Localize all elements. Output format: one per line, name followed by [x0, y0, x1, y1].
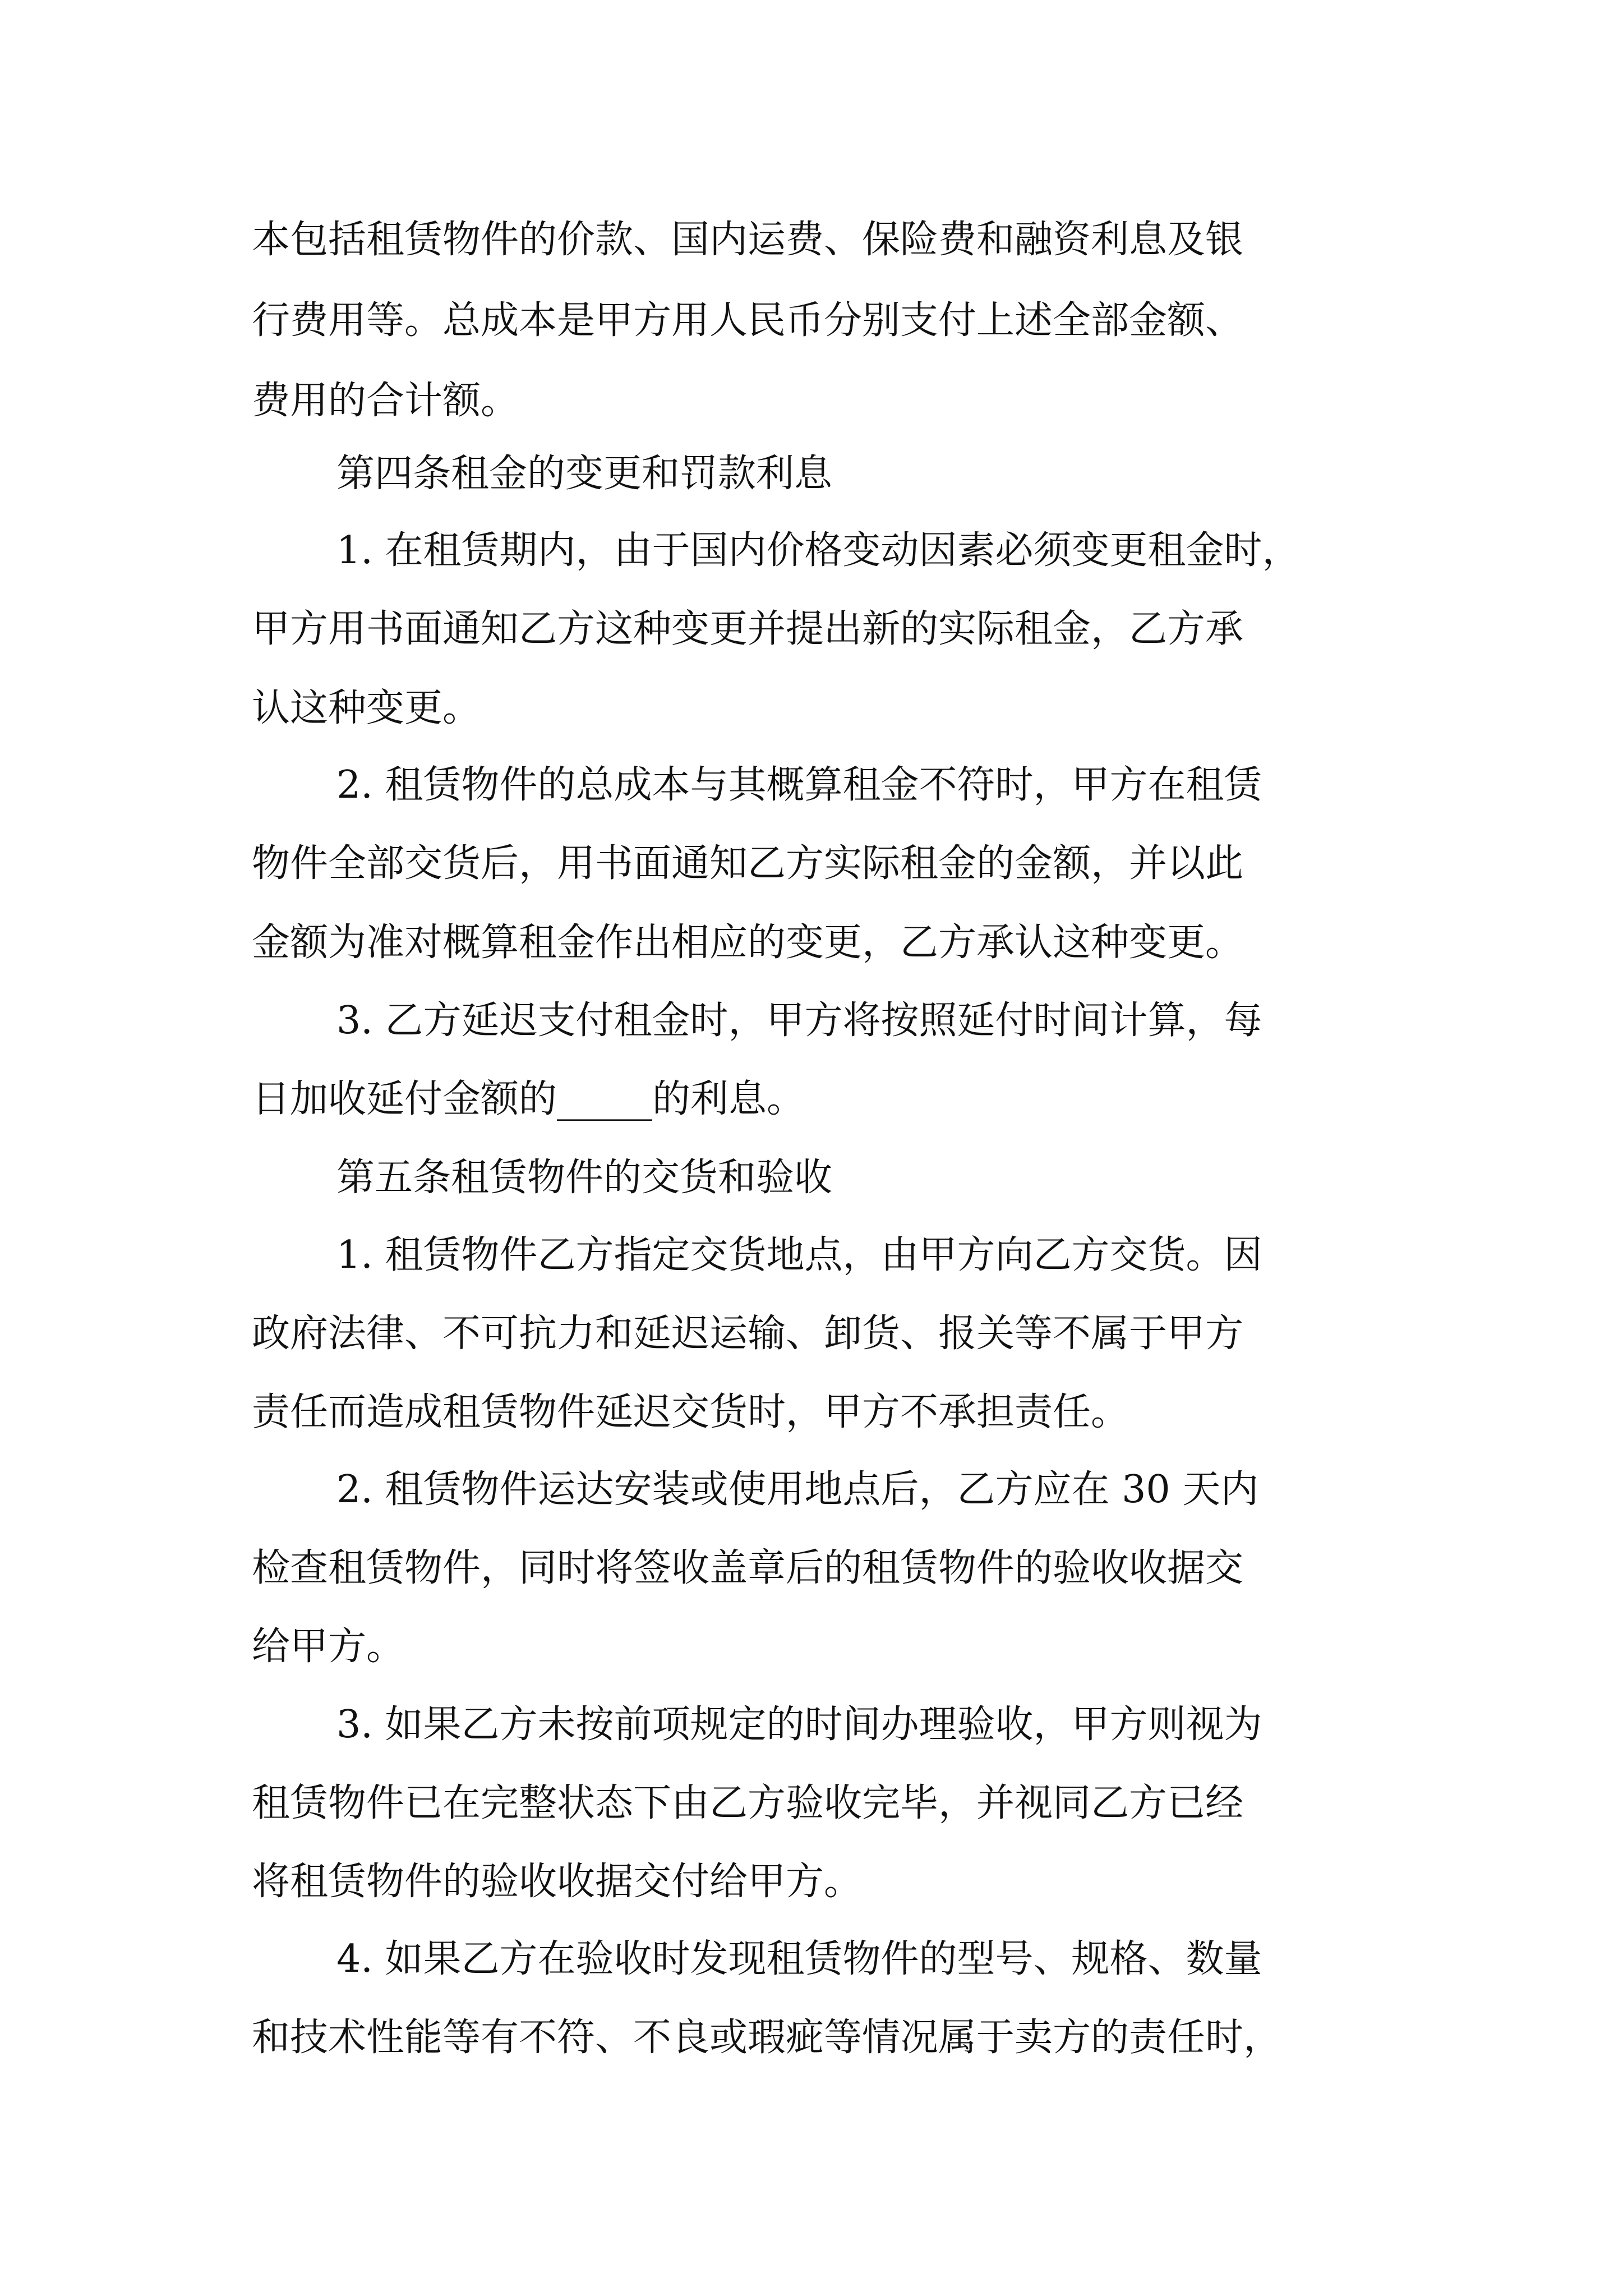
text-line: 4. 如果乙方在验收时发现租赁物件的型号、规格、数量 [336, 1937, 1262, 1981]
text-line: 3. 乙方延迟支付租金时，甲方将按照延付时间计算，每 [336, 999, 1262, 1043]
text-line: 行费用等。总成本是甲方用人民币分别支付上述全部金额、 [252, 298, 1244, 343]
text-line: 金额为准对概算租金作出相应的变更，乙方承认这种变更。 [252, 921, 1244, 965]
text-line: 责任而造成租赁物件延迟交货时，甲方不承担责任。 [252, 1390, 1129, 1434]
article-heading: 第五条租赁物件的交货和验收 [336, 1156, 833, 1200]
text-line: 本包括租赁物件的价款、国内运费、保险费和融资利息及银 [252, 218, 1244, 262]
text-line: 2. 租赁物件的总成本与其概算租金不符时，甲方在租赁 [336, 763, 1262, 807]
text-line: 1. 租赁物件乙方指定交货地点，由甲方向乙方交货。因 [336, 1233, 1262, 1277]
text-line: 费用的合计额。 [252, 379, 519, 423]
text-line: 1. 在租赁期内，由于国内价格变动因素必须变更租金时， [336, 528, 1301, 573]
text-line: 政府法律、不可抗力和延迟运输、卸货、报关等不属于甲方 [252, 1312, 1244, 1356]
text-line: 检查租赁物件，同时将签收盖章后的租赁物件的验收收据交 [252, 1546, 1244, 1590]
text-line: 日加收延付金额的_____的利息。 [252, 1077, 805, 1121]
text-line: 3. 如果乙方未按前项规定的时间办理验收，甲方则视为 [336, 1703, 1262, 1747]
text-line: 和技术性能等有不符、不良或瑕疵等情况属于卖方的责任时， [252, 2016, 1282, 2060]
text-line: 认这种变更。 [252, 686, 481, 730]
text-line: 2. 租赁物件运达安装或使用地点后，乙方应在 30 天内 [336, 1467, 1259, 1512]
text-line: 给甲方。 [252, 1625, 405, 1669]
article-heading: 第四条租金的变更和罚款利息 [336, 452, 833, 496]
text-line: 甲方用书面通知乙方这种变更并提出新的实际租金，乙方承 [252, 607, 1244, 651]
text-line: 租赁物件已在完整状态下由乙方验收完毕，并视同乙方已经 [252, 1781, 1244, 1825]
text-line: 物件全部交货后，用书面通知乙方实际租金的金额，并以此 [252, 841, 1244, 886]
text-line: 将租赁物件的验收收据交付给甲方。 [252, 1860, 863, 1904]
